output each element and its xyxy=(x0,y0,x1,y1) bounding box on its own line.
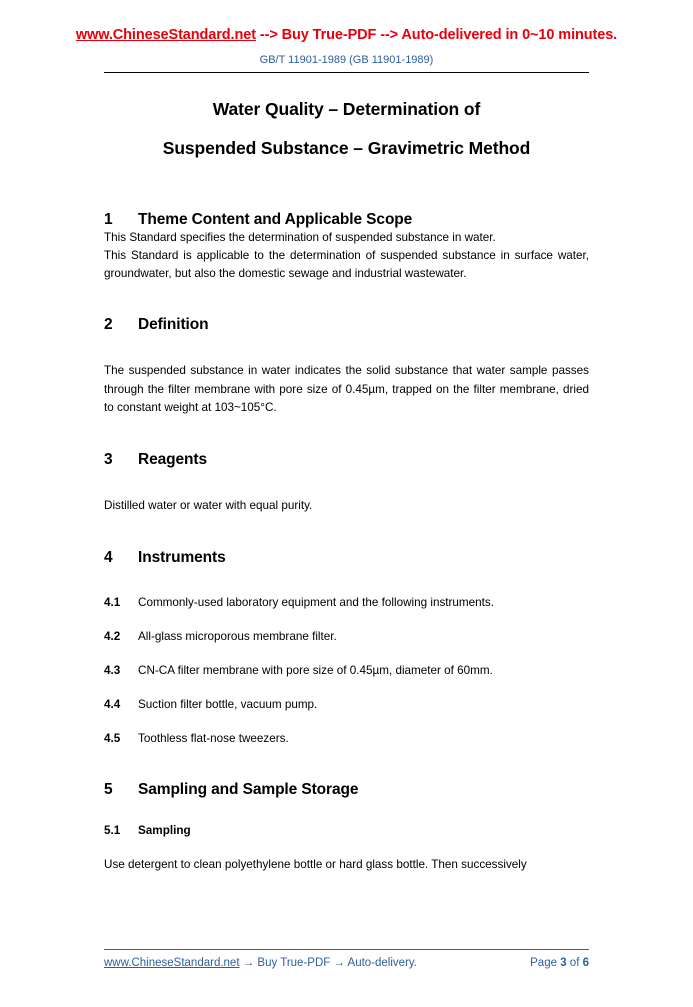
page-title xyxy=(0,101,693,157)
item-number-4-2: 4.2 xyxy=(104,630,121,643)
section-number-2: 2 xyxy=(104,316,113,334)
footer-link-text: → Buy True-PDF → Auto-delivery. xyxy=(239,957,417,969)
footer-site-link[interactable]: www.ChineseStandard.net xyxy=(104,957,240,969)
document-page xyxy=(0,27,693,1007)
item-number-4-1: 4.1 xyxy=(104,595,121,609)
section-title-4: Instruments xyxy=(138,548,226,566)
title-line-1: Water Quality – Determination of xyxy=(212,99,481,119)
section-heading-3 xyxy=(104,451,589,469)
section-title-2: Definition xyxy=(138,316,209,334)
page-number-current: 3 xyxy=(560,957,567,969)
item-number-4-5: 4.5 xyxy=(104,732,121,746)
section-number-1: 1 xyxy=(104,211,113,228)
item-text-4-5: Toothless flat-nose tweezers. xyxy=(138,732,289,746)
section-number-4: 4 xyxy=(104,548,113,566)
promo-banner-text: --> Buy True-PDF --> Auto-delivered in 0~10 minutes. xyxy=(255,27,618,43)
section-title-1: Theme Content and Applicable Scope xyxy=(138,211,413,228)
item-text-4-2: All-glass microporous membrane filter. xyxy=(138,630,337,643)
subsection-title-5-1: Sampling xyxy=(138,823,191,837)
list-item-4-5 xyxy=(104,730,589,748)
document-body xyxy=(104,157,589,874)
section-title-3: Reagents xyxy=(138,450,207,468)
footer-link[interactable] xyxy=(104,957,417,969)
page-number-middle: of xyxy=(566,957,583,969)
section-heading-4 xyxy=(104,549,589,567)
page-number-total: 6 xyxy=(582,957,589,969)
section-heading-2 xyxy=(104,316,589,334)
title-line-2: Suspended Substance – Gravimetric Method xyxy=(162,137,531,158)
list-item-4-2 xyxy=(104,628,589,646)
paragraph-5-1: Use detergent to clean polyethylene bottle or hard glass bottle. Then successively xyxy=(104,857,527,871)
item-number-4-4: 4.4 xyxy=(104,698,121,712)
paragraph-2-1: The suspended substance in water indicates the solid substance that water sample passes through the filter membrane with pore size of 0.45µm, trapped on the filter membrane, dried to constant weight at 103~105°C. xyxy=(104,364,589,414)
page-number-prefix: Page xyxy=(530,957,561,969)
promo-banner xyxy=(0,27,693,43)
header-divider xyxy=(104,72,589,73)
item-text-4-1: Commonly-used laboratory equipment and the following instruments. xyxy=(138,595,495,609)
promo-site-link[interactable]: www.ChineseStandard.net xyxy=(75,27,256,43)
section-title-5: Sampling and Sample Storage xyxy=(138,780,359,798)
standard-id: GB/T 11901-1989 (GB 11901-1989) xyxy=(259,54,434,66)
section-heading-1 xyxy=(104,211,589,229)
paragraph-3-1: Distilled water or water with equal purity. xyxy=(104,498,313,512)
list-item-4-4 xyxy=(104,696,589,714)
item-text-4-3: CN-CA filter membrane with pore size of 0.45µm, diameter of 60mm. xyxy=(138,664,493,678)
section-heading-5 xyxy=(104,781,589,799)
paragraph-1-2: This Standard is applicable to the determination of suspended substance in surface water, groundwater, but also the domestic sewage and industrial wastewater. xyxy=(104,249,589,281)
list-item-4-3 xyxy=(104,662,589,680)
section-number-3: 3 xyxy=(104,450,113,468)
paragraph-1-1: This Standard specifies the determination of suspended substance in water. xyxy=(104,231,496,244)
item-text-4-4: Suction filter bottle, vacuum pump. xyxy=(138,698,318,712)
subsection-number-5-1: 5.1 xyxy=(104,823,121,837)
section-number-5: 5 xyxy=(104,780,113,798)
page-footer xyxy=(104,949,589,969)
page-number xyxy=(530,957,589,969)
subsection-heading-5-1 xyxy=(104,824,589,837)
list-item-4-1 xyxy=(104,594,589,612)
item-number-4-3: 4.3 xyxy=(104,664,121,678)
